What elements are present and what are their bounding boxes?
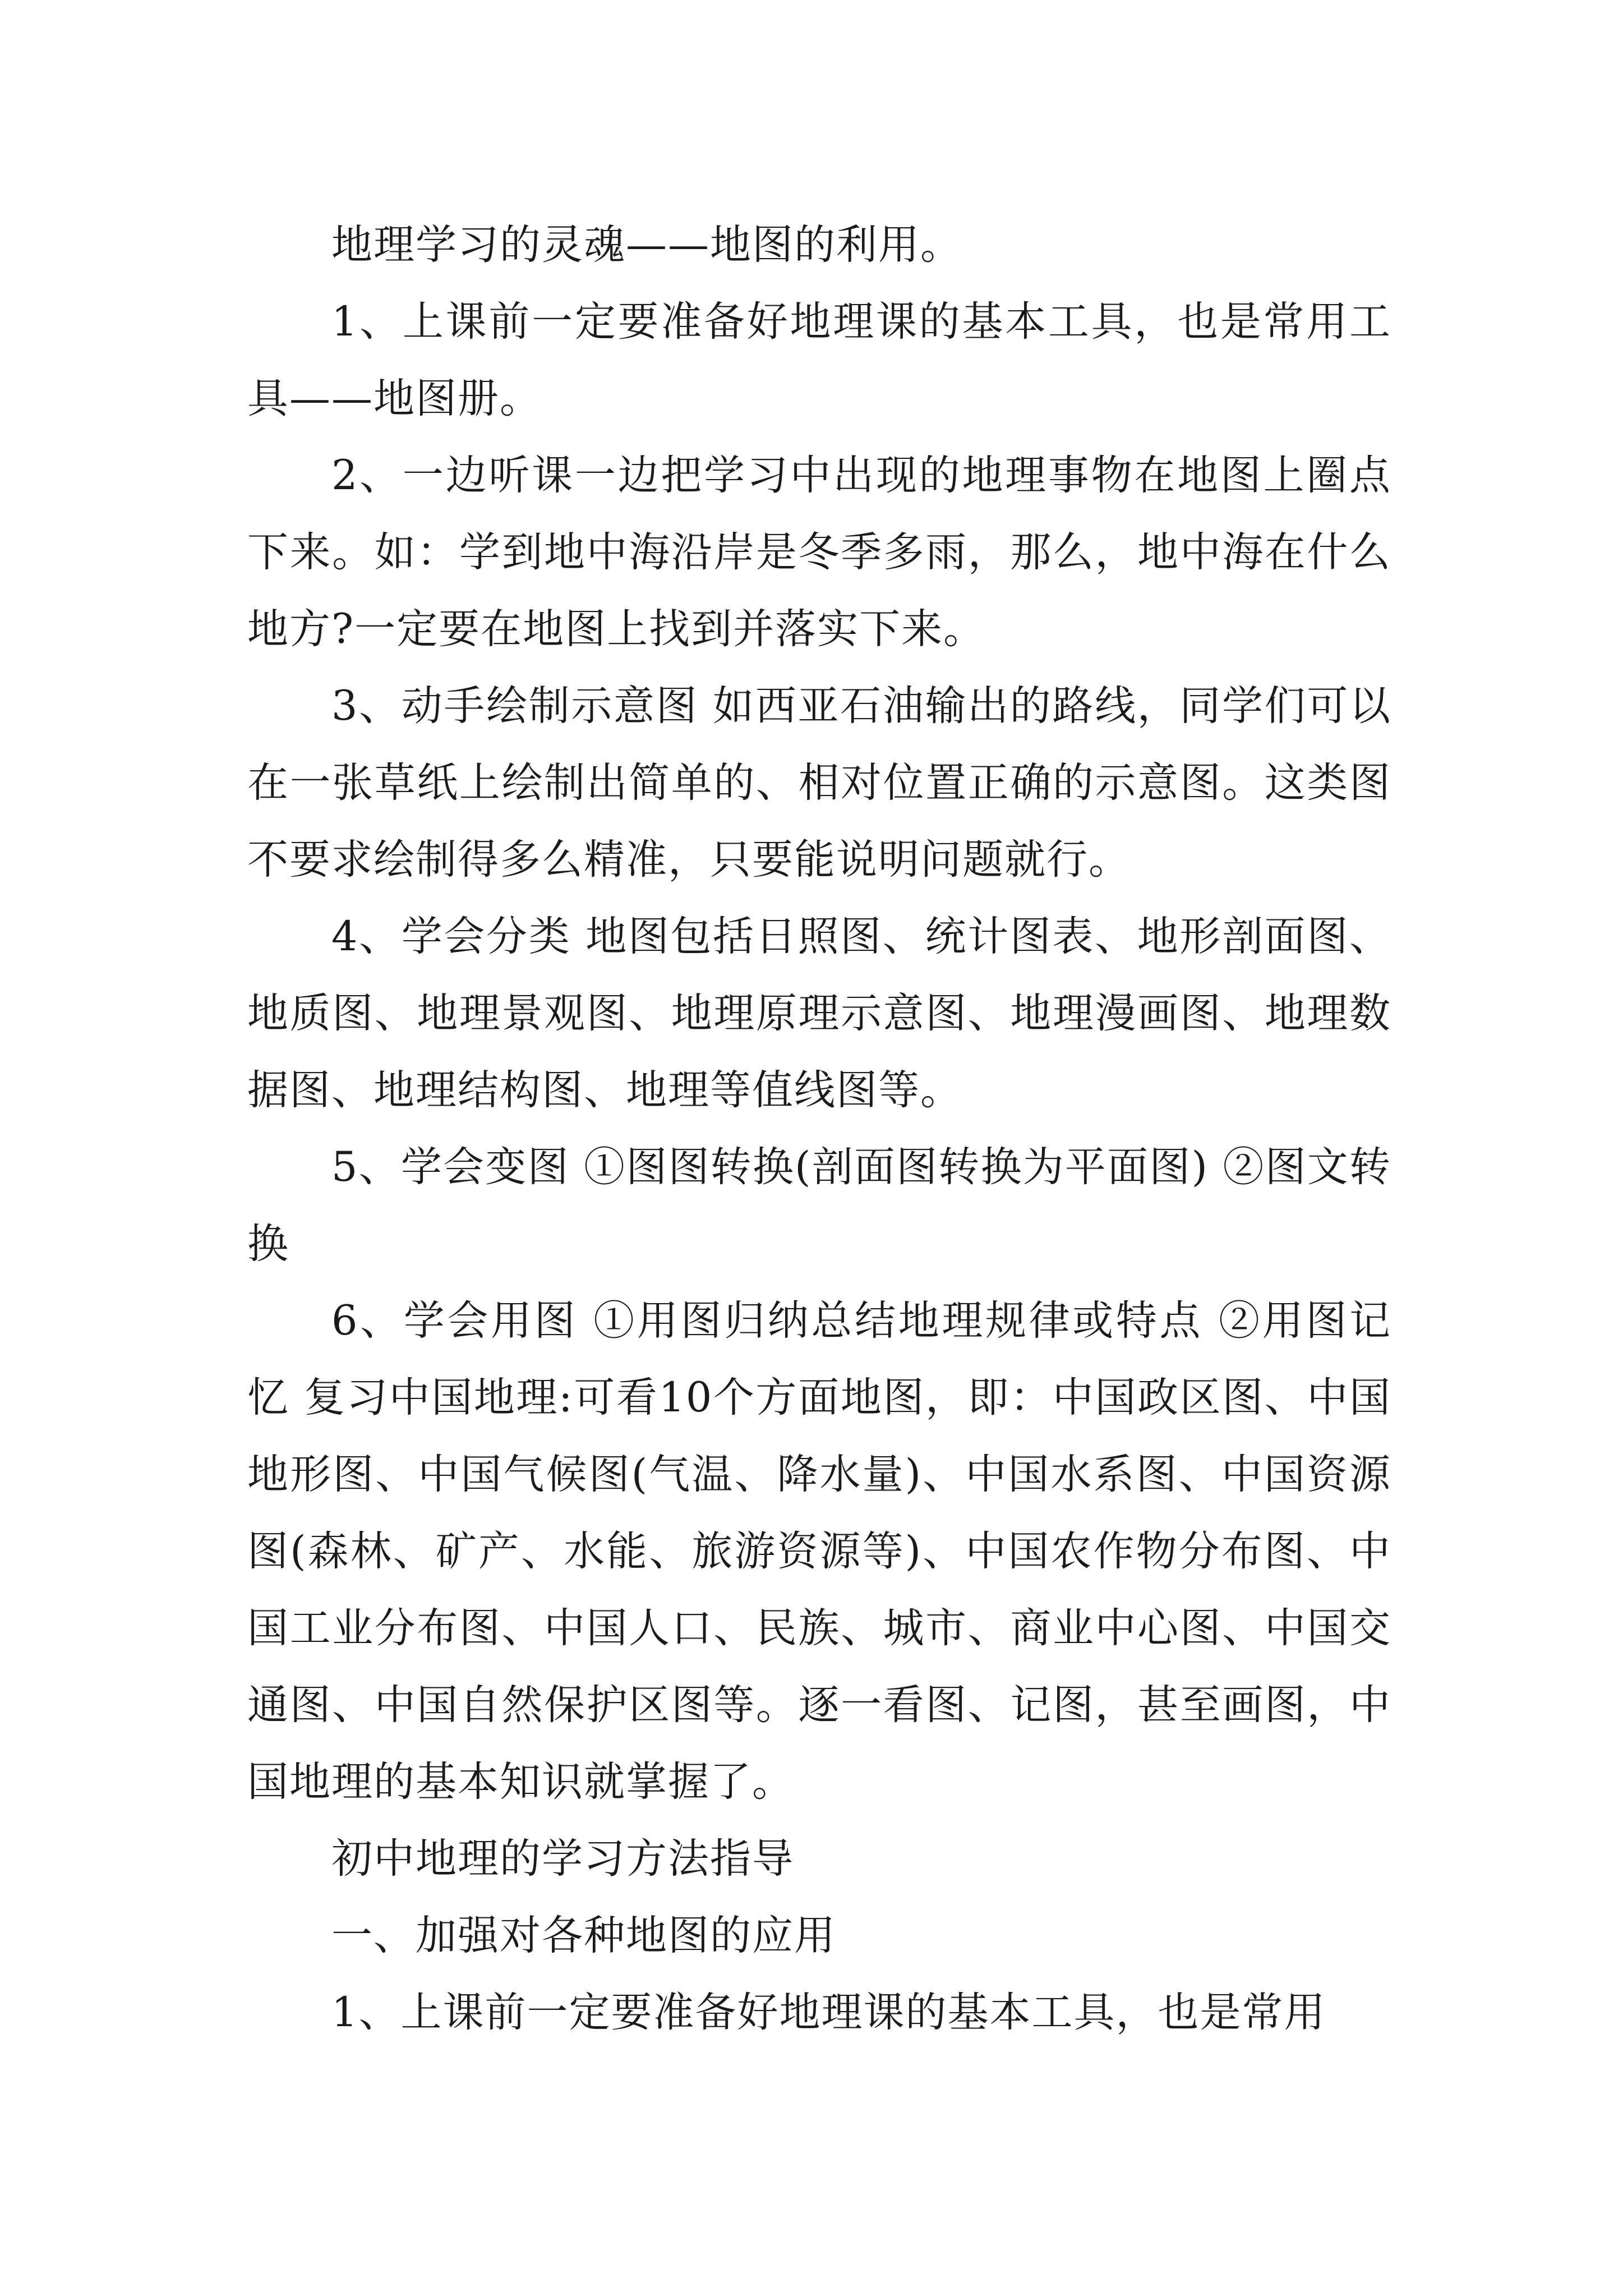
paragraph-item-6-use-maps: 6、学会用图 ①用图归纳总结地理规律或特点 ②用图记忆 复习中国地理:可看10个方面地图，即：中国政区图、中国地形图、中国气候图(气温、降水量)、中国水系图、中国资源图(森林、矿产、水能、旅游资源等)、中国农作物分布图、中国工业分布图、中国人口、民族、城市、商业中心图、中国交通图、中国自然保护区图等。逐一看图、记图，甚至画图，中国地理的基本知识就掌握了。 xyxy=(247,1297,1391,1806)
section-heading-study-method: 初中地理的学习方法指导 xyxy=(331,1835,794,1883)
paragraph-item-1-atlas: 1、上课前一定要准备好地理课的基本工具，也是常用工具——地图册。 xyxy=(247,298,1391,422)
paragraph-title-map-soul: 地理学习的灵魂——地图的利用。 xyxy=(331,221,962,269)
paragraph-item-4-classify: 4、学会分类 地图包括日照图、统计图表、地形剖面图、地质图、地理景观图、地理原理示意图、地理漫画图、地理数据图、地理结构图、地理等值线图等。 xyxy=(247,913,1391,1114)
paragraph-item-2-mark-map: 2、一边听课一边把学习中出现的地理事物在地图上圈点下来。如：学到地中海沿岸是冬季多雨，那么，地中海在什么地方?一定要在地图上找到并落实下来。 xyxy=(247,452,1391,653)
paragraph-item-3-draw-sketch: 3、动手绘制示意图 如西亚石油输出的路线，同学们可以在一张草纸上绘制出简单的、相对位置正确的示意图。这类图不要求绘制得多么精准，只要能说明问题就行。 xyxy=(247,682,1391,884)
paragraph-item-1-atlas-repeat: 1、上课前一定要准备好地理课的基本工具，也是常用 xyxy=(331,1989,1326,2036)
subsection-heading-map-application: 一、加强对各种地图的应用 xyxy=(331,1912,836,1959)
paragraph-item-5-transform: 5、学会变图 ①图图转换(剖面图转换为平面图) ②图文转换 xyxy=(247,1143,1391,1268)
document-body xyxy=(247,206,1391,2051)
